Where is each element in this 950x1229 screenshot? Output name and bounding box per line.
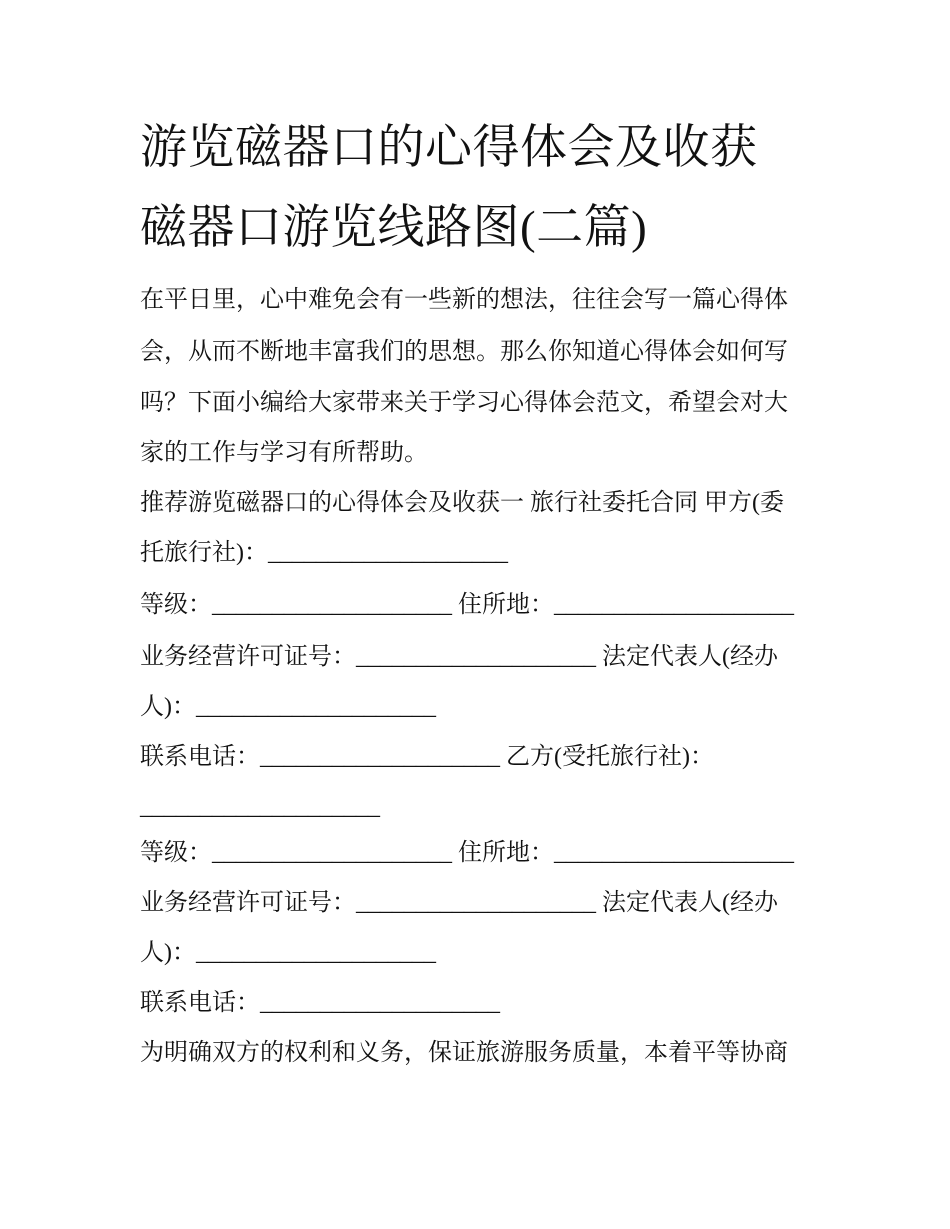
body-text-line: 推荐游览磁器口的心得体会及收获一 旅行社委托合同 甲方(委: [140, 490, 784, 516]
body-text-line: 会，从而不断地丰富我们的思想。那么你知道心得体会如何写: [140, 339, 788, 365]
body-text-line: 为明确双方的权利和义务，保证旅游服务质量，本着平等协商: [140, 1040, 788, 1066]
body-text-line: ____________________: [140, 794, 380, 820]
document-title-line-1: 游览磁器口的心得体会及收获: [140, 122, 758, 174]
body-text-line: 在平日里，心中难免会有一些新的想法，往往会写一篇心得体: [140, 287, 788, 313]
body-text-line: 业务经营许可证号：____________________ 法定代表人(经办: [140, 644, 778, 670]
body-text-line: 联系电话：____________________: [140, 990, 500, 1016]
body-text-line: 托旅行社)：____________________: [140, 540, 508, 566]
body-text-line: 吗？下面小编给大家带来关于学习心得体会范文，希望会对大: [140, 390, 788, 416]
body-text-line: 人)：____________________: [140, 940, 436, 966]
body-text-line: 家的工作与学习有所帮助。: [140, 440, 428, 466]
body-text-line: 人)：____________________: [140, 694, 436, 720]
document-title-line-2: 磁器口游览线路图(二篇): [140, 202, 648, 254]
body-text-line: 等级：____________________ 住所地：____________________: [140, 592, 794, 618]
body-text-line: 联系电话：____________________ 乙方(受托旅行社)：: [140, 744, 714, 770]
body-text-line: 业务经营许可证号：____________________ 法定代表人(经办: [140, 890, 778, 916]
body-text-line: 等级：____________________ 住所地：____________________: [140, 840, 794, 866]
